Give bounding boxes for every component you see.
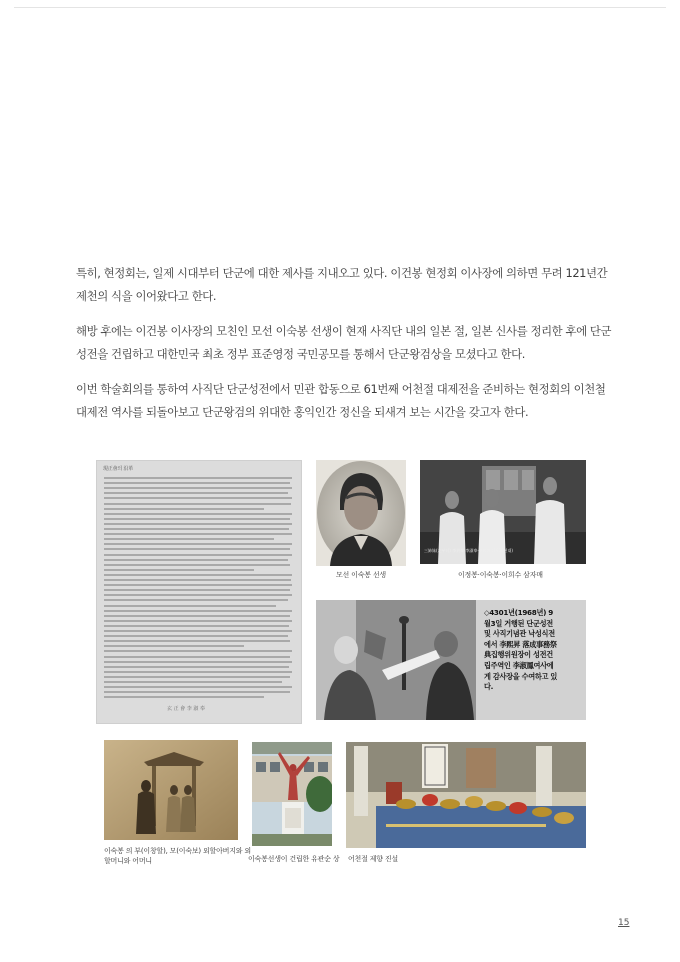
- document-text-line: [104, 569, 254, 571]
- paragraph-3: 이번 학술회의를 통하여 사직단 단군성전에서 민관 합동으로 61번째 어천절 대제전을 준비하는 현정회의 이천철 대제전 역사를 되돌아보고 단군왕검의 위대한 홍익인간 정신을 되새겨 보는 시간을 갖고자 한다.: [76, 382, 606, 419]
- document-text-line: [104, 503, 291, 505]
- document-text-line: [104, 620, 292, 622]
- document-text-line: [104, 666, 289, 668]
- document-text-line: [104, 533, 292, 535]
- three-sisters-caption: 이정봉·이숙봉·이희수 삼자매: [458, 571, 543, 579]
- document-text-line: [104, 523, 292, 525]
- document-text-line: [104, 615, 290, 617]
- altar-offering-photo: [346, 742, 586, 848]
- document-text-line: [104, 584, 292, 586]
- document-text-line: [104, 548, 290, 550]
- dedication-ceremony-caption: ◇4301년(1968년) 9월3일 거행된 단군성전 및 사직기념관 낙성식전에서 李熙昇 落成事務祭典집행위원장이 성전건립주역인 李淑鳳여사에게 감사장을 수여하고 있다.: [484, 608, 558, 692]
- document-text-line: [104, 554, 292, 556]
- dedication-ceremony-photo: [316, 600, 586, 720]
- statue-photo: [252, 742, 332, 846]
- parents-photo: [104, 740, 238, 840]
- document-text-line: [104, 686, 292, 688]
- document-text-line: [104, 513, 292, 515]
- document-text-line: [104, 518, 290, 520]
- paragraph-2: 해방 후에는 이건봉 이사장의 모친인 모선 이숙봉 선생이 현재 사직단 내의 일본 절, 일본 신사를 정리한 후에 단군성전을 건립하고 대한민국 최초 정부 표준영정 국민공모를 통해서 단군왕검상을 모셨다고 한다.: [76, 324, 612, 361]
- portrait-caption: 모선 이숙봉 선생: [336, 571, 386, 579]
- document-text-line: [104, 564, 290, 566]
- page-number: 15: [618, 918, 630, 928]
- document-text-line: [104, 681, 282, 683]
- statue-caption: 이숙봉선생이 건립한 유관순 상: [248, 855, 340, 863]
- document-text-line: [104, 635, 288, 637]
- document-text-line: [104, 605, 276, 607]
- document-text-line: [104, 610, 292, 612]
- document-text-line: [104, 650, 292, 652]
- document-text-line: [104, 579, 291, 581]
- document-text-line: [104, 482, 290, 484]
- history-document-scan: [96, 460, 302, 724]
- document-text-line: [104, 574, 292, 576]
- three-sisters-inner-caption: 三姉妹(左부터) 李貞奉·李淑奉·李熙秀 (1930년대): [424, 548, 513, 553]
- document-text-line: [104, 630, 292, 632]
- document-text-line: [104, 671, 292, 673]
- document-text-line: [104, 508, 264, 510]
- document-text-line: [104, 696, 264, 698]
- document-text-line: [104, 599, 288, 601]
- document-title: 現正會의 沿革: [103, 466, 134, 472]
- paragraph-1: 특히, 현정회는, 일제 시대부터 단군에 대한 제사를 지내오고 있다. 이건봉 현정회 이사장에 의하면 무려 121년간 제천의 식을 이어왔다고 한다.: [76, 266, 608, 303]
- document-text-line: [104, 656, 290, 658]
- document-footer: 玄 正 會 李 淑 奉: [167, 706, 205, 712]
- document-text-line: [104, 625, 289, 627]
- document-text-line: [104, 559, 288, 561]
- document-text-line: [104, 487, 292, 489]
- document-text-line: [104, 497, 292, 499]
- document-text-line: [104, 691, 290, 693]
- document-text-line: [104, 640, 290, 642]
- portrait-photo: [316, 460, 406, 566]
- document-text-line: [104, 661, 292, 663]
- parents-caption: 이숙봉 의 부(이창할), 모(이숙보) 외할아버지와 외할머니와 어머니: [104, 847, 251, 865]
- altar-caption: 어천절 제향 진설: [348, 855, 398, 863]
- document-text-line: [104, 589, 290, 591]
- header-rule: [14, 7, 666, 8]
- document-text-line: [104, 492, 288, 494]
- document-text-line: [104, 543, 292, 545]
- document-text-line: [104, 594, 292, 596]
- document-text-line: [104, 538, 274, 540]
- document-text-line: [104, 528, 289, 530]
- document-text-line: [104, 676, 290, 678]
- document-text-line: [104, 477, 292, 479]
- three-sisters-photo: [420, 460, 586, 564]
- document-text-line: [104, 645, 244, 647]
